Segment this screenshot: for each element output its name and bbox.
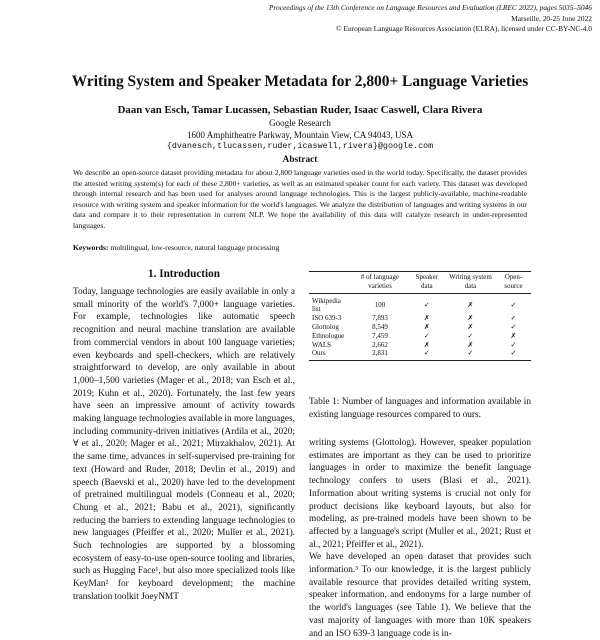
- table-cell-open: ✓: [510, 300, 517, 309]
- table-cell-count: 7,459: [372, 331, 388, 340]
- table-row: [309, 349, 531, 360]
- paper-title: Writing System and Speaker Metadata for 2,800+ Language Varieties: [71, 73, 529, 90]
- header-proceedings-line: Proceedings of the 13th Conference on Language Resources and Evaluation (LREC 2022), pages 5035–5046: [268, 3, 592, 12]
- table-cell-writing: ✗: [467, 314, 474, 323]
- table-header-cell: Speaker data: [415, 273, 439, 290]
- abstract-heading: Abstract: [282, 155, 318, 165]
- proceedings-header: [269, 3, 592, 35]
- keywords-label: Keywords:: [73, 243, 109, 252]
- table-cell-open: ✓: [510, 322, 517, 331]
- table-cell-open: ✓: [510, 349, 517, 358]
- intro-paragraph-1: Today, language technologies are easily available in only a small minority of the world's 7,000+ language varieties. For example, technologies like automatic speech recognition and neural machine translation are available from commercial vendors in about 100 language varieties; even keyboards and spell-checkers, which are relatively straightforward to develop, are only available in about 1,000–1,500 varieties (Mager et al., 2018; van Esch et al., 2019; Kuhn et al., 2020). Fortunately, the last few years have seen an impressive amount of activity towards making language technologies available in more languages, including community-driven initiatives (Ardila et al., 2020; ∀ et al., 2020; Mager et al., 2021; Mirzakhalov, 2021). At the same time, advances in self-supervised pre-training for text (Howard and Ruder, 2018; Devlin et al., 2019) and speech (Baevski et al., 2020) have led to the development of pretrained multilingual models (Conneau et al., 2020; Chung et al., 2021; Babu et al., 2021), significantly reducing the barriers to extending language technologies to new languages (Pfeiffer et al., 2020; Muller et al., 2021). Such technologies are supported by a blossoming ecosystem of easy-to-use open-source tooling and libraries, such as Hugging Face¹, but also more specialized tools like KeyMan² for keyboard development; the machine translation toolkit JoeyNMT: [73, 287, 295, 602]
- table-cell-writing: ✗: [467, 340, 474, 349]
- table-cell-speaker: ✓: [423, 349, 430, 358]
- header-license-line: © European Language Resources Association (ELRA), licensed under CC-BY-NC-4.0: [335, 24, 592, 33]
- table-cell-resource: ISO 639-3: [312, 314, 342, 323]
- table-row: [309, 341, 531, 350]
- table-cell-speaker: ✗: [423, 322, 430, 331]
- table-cell-speaker: ✓: [423, 300, 430, 309]
- table-row: [309, 293, 531, 314]
- left-column-body: [73, 286, 295, 600]
- table-cell-resource: Glottolog: [312, 322, 339, 331]
- author-list: Daan van Esch, Tamar Lucassen, Sebastian Ruder, Isaac Caswell, Clara Rivera: [117, 104, 483, 116]
- table-cell-open: ✓: [510, 340, 517, 349]
- intro-paragraph-2: writing systems (Glottolog). However, speaker population estimates are important as they can be used to prioritize languages in order to maximize the benefit language technology confers to users (Blasi et al., 2021). Information about writing systems is crucial not only for product decisions like keyboard layouts, but also for modeling, as pre-trained models have been shown to be affected by a language's script (Muller et al., 2021; Rust et al., 2021; Pfeiffer et al., 2021).: [309, 438, 531, 550]
- table-header-cell: # of language varieties: [360, 273, 400, 290]
- affiliation-address: 1600 Amphitheatre Parkway, Mountain View, CA 94043, USA: [186, 129, 414, 140]
- right-column-body: [309, 437, 531, 639]
- table-cell-writing: ✗: [467, 300, 474, 309]
- table-cell-speaker: ✗: [423, 314, 430, 323]
- keywords: [73, 243, 279, 252]
- table-cell-count: 2,662: [372, 340, 388, 349]
- table-1: [309, 271, 531, 361]
- table-header-cell: [309, 272, 351, 294]
- table-cell-writing: ✓: [467, 349, 474, 358]
- table-cell-writing: ✗: [467, 322, 474, 331]
- intro-paragraph-3: We have developed an open dataset that provides such information.³ To our knowledge, it is the largest publicly available resource that provides detailed writing system, speaker information, and endonyms for a large number of the world's languages (see Table 1). We believe that the vast majority of languages with more than 10K speakers and an ISO 639-3 language code is in-: [309, 552, 531, 639]
- author-emails: {dvanesch,tlucassen,ruder,icaswell,rivera}@google.com: [166, 141, 434, 151]
- table-cell-resource: WALS: [312, 340, 332, 349]
- table-cell-writing: ✓: [467, 331, 474, 340]
- table-cell-speaker: ✓: [423, 331, 430, 340]
- table-1-caption: Table 1: Number of languages and information available in existing language resources compared to ours.: [309, 397, 531, 420]
- table-cell-count: 100: [374, 300, 386, 309]
- table-row: [309, 332, 531, 341]
- table-cell-resource: Ethnologue: [312, 331, 345, 340]
- table-cell-count: 7,893: [372, 314, 388, 323]
- table-cell-resource: Wikipedia list: [312, 296, 341, 314]
- affiliation-org: Google Research: [269, 118, 331, 128]
- abstract-text: We describe an open-source dataset providing metadata for about 2,800 language varieties used in the world today. Specifically, the dataset provides the attested writing system(s) for each of these 2,800+ varieties, as well as an estimated speaker count for each variety. This dataset was developed through internal research and has been used for analyses around language technologies. This is the largest publicly-available, machine-readable resource with writing system and speaker information for the world's languages. We analyze the distribution of languages and writing systems in our data and compare it to their representation in current NLP. We hope the availability of this data will catalyze research in under-represented languages.: [73, 168, 527, 230]
- section-heading-introduction: 1. Introduction: [148, 268, 220, 280]
- table-header-row: [309, 272, 531, 294]
- table-cell-resource: Ours: [312, 349, 326, 358]
- header-location-line: Marseille, 20-25 June 2022: [511, 13, 592, 23]
- affiliation: [0, 118, 600, 153]
- comparison-table: [309, 271, 531, 361]
- table-cell-count: 8,549: [372, 322, 388, 331]
- table-cell-speaker: ✗: [423, 340, 430, 349]
- table-header-cell: Open-source: [504, 273, 523, 290]
- table-cell-open: ✓: [510, 314, 517, 323]
- table-cell-count: 2,831: [372, 349, 388, 358]
- table-cell-open: ✗: [510, 331, 517, 340]
- keywords-text: multilingual, low-resource, natural language processing: [110, 243, 280, 252]
- table-header-cell: Writing system data: [449, 273, 492, 290]
- table-row: [309, 314, 531, 323]
- table-row: [309, 323, 531, 332]
